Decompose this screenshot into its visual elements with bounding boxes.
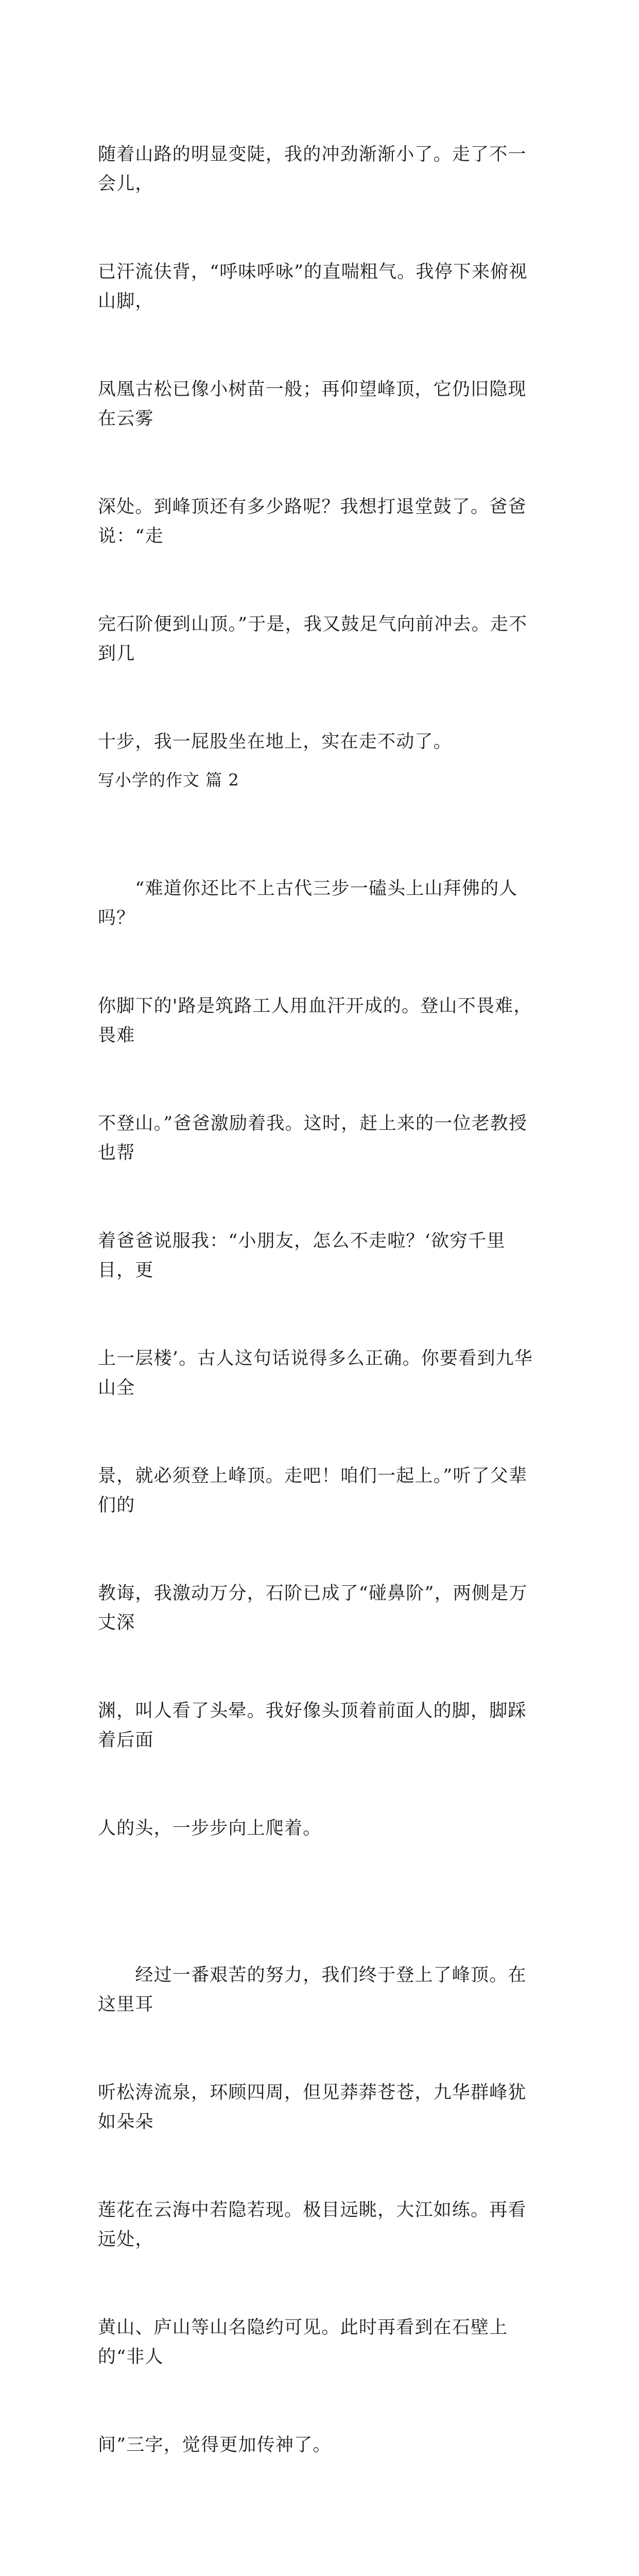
paragraph-line: 莲花在云海中若隐若现。极目远眺，大江如练。再看远处， — [98, 2200, 527, 2250]
paragraph-line: “难道你还比不上古代三步一磕头上山拜佛的人吗？ — [98, 878, 518, 928]
paragraph-line: 听松涛流泉，环顾四周，但见莽莽苍苍，九华群峰犹如朵朵 — [98, 2082, 527, 2132]
paragraph-line: 你脚下的'路是筑路工人用血汗开成的。登山不畏难，畏难 — [98, 996, 532, 1046]
paragraph-line: 着爸爸说服我：“小朋友，怎么不走啦？‘欲穷千里目，更 — [98, 1231, 506, 1281]
paragraph-2 — [98, 816, 541, 1902]
document-body — [98, 81, 541, 2576]
paragraph-line: 黄山、庐山等山名隐约可见。此时再看到在石壁上的“非人 — [98, 2317, 508, 2367]
paragraph-line: 景，就必须登上峰顶。走吧！咱们一起上。”听了父辈们的 — [98, 1466, 528, 1516]
paragraph-line: 上一层楼’。古人这句话说得多么正确。你要看到九华山全 — [98, 1348, 533, 1398]
paragraph-1 — [98, 81, 541, 816]
paragraph-line: 已汗流伕背，“呼味呼咏”的直喘粗气。我停下来俯视山脚， — [98, 262, 528, 312]
paragraph-line: 随着山路的明显变陡，我的冲劲渐渐小了。走了不一会儿， — [98, 144, 527, 194]
paragraph-line: 间”三字，觉得更加传神了。 — [98, 2435, 332, 2455]
paragraph-line: 渊，叫人看了头晕。我好像头顶着前面人的脚，脚踩着后面 — [98, 1701, 527, 1751]
paragraph-line: 凤凰古松已像小树苗一般；再仰望峰顶，它仍旧隐现在云雾 — [98, 379, 527, 429]
paragraph-line: 十步，我一屁股坐在地上，实在走不动了。 — [98, 732, 452, 752]
paragraph-line: 完石阶便到山顶。”于是，我又鼓足气向前冲去。走不到几 — [98, 614, 528, 664]
paragraph-3 — [98, 1902, 541, 2519]
paragraph-line: 深处。到峰顶还有多少路呢？我想打退堂鼓了。爸爸说：“走 — [98, 497, 527, 547]
paragraph-line: 经过一番艰苦的努力，我们终于登上了峰顶。在这里耳 — [98, 1965, 527, 2015]
paragraph-line: 人的头，一步步向上爬着。 — [98, 1818, 322, 1839]
paragraph-line: 教诲，我激动万分，石阶已成了“碰鼻阶”，两侧是万丈深 — [98, 1583, 528, 1633]
paragraph-4 — [98, 2519, 541, 2576]
section-heading: 写小学的作文 篇 2 — [98, 770, 239, 790]
paragraph-line: 不登山。”爸爸激励着我。这时，赶上来的一位老教授也帮 — [98, 1113, 528, 1163]
